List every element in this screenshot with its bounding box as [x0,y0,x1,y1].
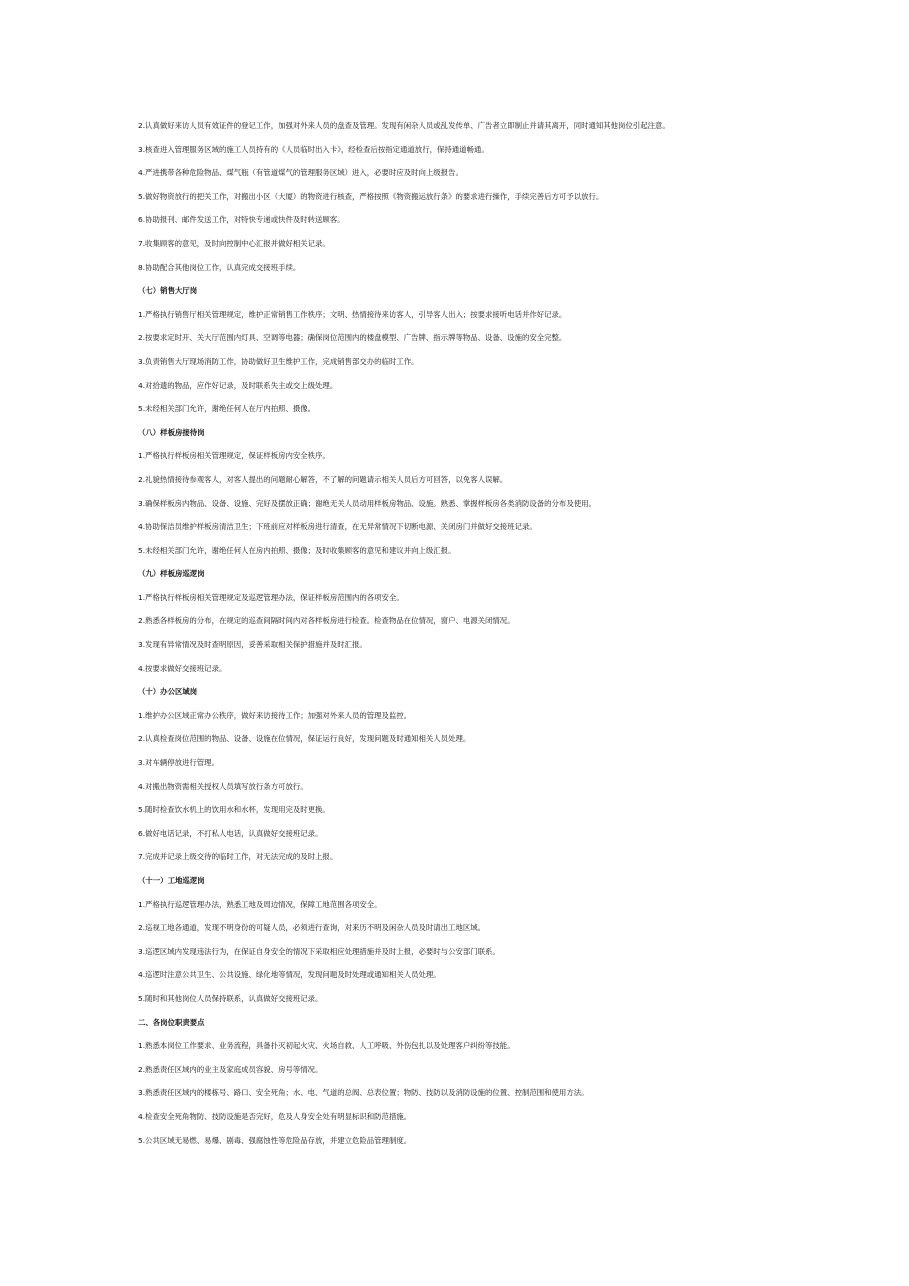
list-item: 3.核查进入管理服务区域的施工人员持有的《人员临时出入卡》，经检查后按指定通道放行，保持通道畅通。 [138,144,489,154]
section-heading: （十）办公区域岗 [138,687,198,697]
list-item: 5.未经相关部门允许，谢绝任何人在厅内拍照、摄像。 [138,404,316,414]
list-item: 4.按要求做好交接班记录。 [138,663,227,673]
document-body [138,120,778,1158]
list-item: 4.协助保洁员维护样板房清洁卫生；下班前应对样板房进行清查，在无异常情况下切断电源、关闭房门并做好交接班记录。 [138,522,537,532]
list-item: 4.对拾遗的物品，应作好记录，及时联系失主或交上级处理。 [138,380,338,390]
section-heading: （八）样板房接待岗 [138,427,205,437]
section-heading: （十一）工地巡逻岗 [138,876,205,885]
list-item: 4.对搬出物资需相关授权人员填写放行条方可放行。 [138,781,308,791]
list-item: 5.随时检查饮水机上的饮用水和水杯，发现用完及时更换。 [138,805,330,815]
list-item: 1.严格执行样板房相关管理规定，保证样板房内安全秩序。 [138,451,330,461]
list-item: 3.熟悉责任区域内的楼栋号、路口、安全死角；水、电、气道的总阀、总表位置；物防、技防以及消防设施的位置、控制范围和使用方法。 [138,1088,589,1098]
list-item: 4.严进携带各种危险物品、煤气瓶（有管道煤气的管理服务区域）进入，必要时应及时向上级报告。 [138,168,463,178]
list-item: 1.熟悉本岗位工作要求、业务流程，具备扑灭初起火灾、火场自救、人工呼吸、外伤包扎以及处理客户纠纷等技能。 [138,1041,515,1051]
list-item: 1.严格执行销售厅相关管理规定，维护正常销售工作秩序；文明、热情接待来访客人，引导客人出入；按要求接听电话并作好记录。 [138,309,567,319]
list-item: 4.巡逻时注意公共卫生、公共设施、绿化地等情况，发现问题及时处理或通知相关人员处理。 [138,970,441,980]
list-item: 1.严格执行样板房相关管理规定及巡逻管理办法，保证样板房范围内的各项安全。 [138,592,404,602]
list-item: 5.未经相关部门允许，谢绝任何人在房内拍照、摄像；及时收集顾客的意见和建议并向上级汇报。 [138,545,456,555]
list-item: 7.收集顾客的意见，及时向控制中心汇报并做好相关记录。 [138,238,330,248]
list-item: 2.熟悉责任区域内的业主及家庭成员容貌、房号等情况。 [138,1064,323,1074]
list-item: 5.做好物资放行的把关工作，对搬出小区（大厦）的物资进行核查，严格按照《物资搬运放行条》的要求进行操作，手续完善后方可予以放行。 [138,191,604,201]
list-item: 3.巡逻区域内发现违法行为，在保证自身安全的情况下采取相应处理措施并及时上报，必要时与公安部门联系。 [138,946,500,956]
list-item: 2.巡视工地各通道，发现不明身份的可疑人员，必须进行查询，对来历不明及闲杂人员及时请出工地区域。 [138,923,486,933]
list-item: 5.公共区域无易燃、易爆、剧毒、强腐蚀性等危险品存放，并建立危险品管理制度。 [138,1135,412,1145]
list-item: 2.礼貌热情接待参观客人，对客人提出的问题耐心解答，不了解的问题请示相关人员后方可回答，以免客人误解。 [138,474,508,484]
list-item: 6.做好电话记录，不打私人电话，认真做好交接班记录。 [138,828,323,838]
list-item: 5.随时和其他岗位人员保持联系，认真做好交接班记录。 [138,993,323,1003]
list-item: 8.协助配合其他岗位工作，认真完成交接班手续。 [138,262,301,272]
list-item: 3.发现有异常情况及时查明原因，妥善采取相关保护措施并及时汇报。 [138,640,367,650]
list-item: 4.检查安全死角物防、技防设施是否完好，危及人身安全处有明显标识和防范措施。 [138,1111,412,1121]
list-item: 3.对车辆停放进行管理。 [138,758,219,768]
list-item: 3.负责销售大厅现场消防工作，协助做好卫生维护工作，完成销售部交办的临时工作。 [138,356,419,366]
list-item: 2.认真做好来访人员有效证件的登记工作，加强对外来人员的盘查及管理。发现有闲杂人员或乱发传单、广告者立即制止并请其离开，同时通知其他岗位引起注意。 [138,121,670,130]
list-item: 7.完成并记录上级交待的临时工作，对无法完成的及时上报。 [138,852,338,862]
list-item: 2.按要求定时开、关大厅范围内灯具、空调等电器；确保岗位范围内的楼盘模型、广告牌、指示牌等物品、设备、设施的安全完整。 [138,333,567,343]
list-item: 3.确保样板房内物品、设备、设施、完好及摆放正确；谢绝无关人员动用样板房物品、设施。熟悉、掌握样板房各类消防设备的分布及使用。 [138,498,596,508]
list-item: 1.严格执行巡逻管理办法，熟悉工地及周边情况，保障工地范围各项安全。 [138,899,382,909]
section-heading: （七）销售大厅岗 [138,286,198,296]
list-item: 2.熟悉各样板房的分布，在规定的巡查间隔时间内对各样板房进行检查。检查物品在位情况，窗户、电源关闭情况。 [138,616,515,626]
list-item: 6.协助报刊、邮件发送工作，对特快专递或快件及时转送顾客。 [138,215,345,225]
section-heading: （九）样板房巡逻岗 [138,569,205,579]
list-item: 2.认真检查岗位范围的物品、设备、设施在位情况，保证运行良好，发现问题及时通知相关人员处理。 [138,734,471,744]
list-item: 1.维护办公区域正常办公秩序，做好来访接待工作；加强对外来人员的管理及监控。 [138,710,412,720]
section-heading: 二、各岗位职责要点 [138,1017,205,1027]
